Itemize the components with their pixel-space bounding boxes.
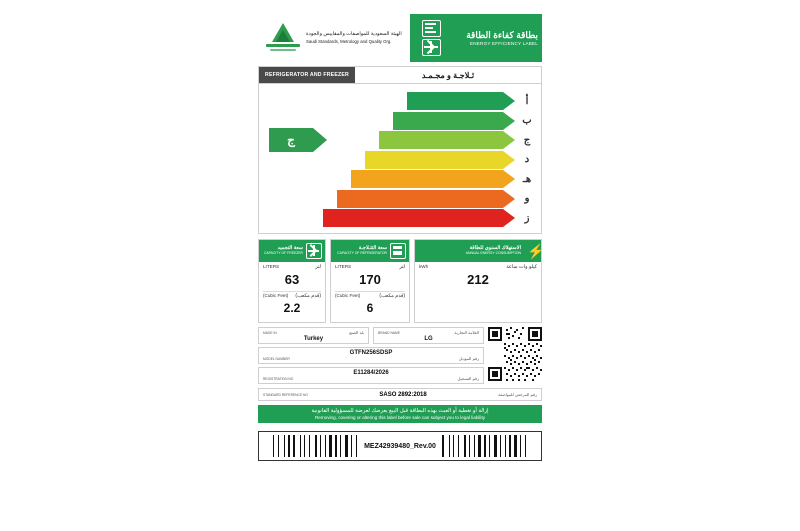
rating-pointer [269, 128, 327, 152]
saso-org-name-ar: الهيئة السعودية للمواصفات والمقاييس والجودة [306, 31, 402, 38]
scale-letter: د [524, 154, 530, 165]
scale-row [259, 151, 541, 169]
scale-bar [351, 170, 515, 188]
brand-field [373, 327, 484, 344]
stat-title-en: ANNUAL ENERGY CONSUMPTION [465, 250, 521, 255]
scale-row [259, 92, 541, 110]
stat-unit2-en: (Cubic Feet) [263, 293, 289, 298]
standard-caption-en: STANDARD REFERENCE NO [263, 392, 309, 397]
stat-unit2-en: (Cubic Feet) [335, 293, 361, 298]
stat-title-ar: سعة التجميد [277, 245, 303, 252]
header-icon-group [422, 20, 441, 56]
legal-warning [258, 405, 542, 423]
product-type-ar: ثـلاجـة و مجـمـد [421, 70, 475, 80]
fridge-icon [390, 243, 406, 259]
snowflake-icon [422, 39, 441, 56]
origin-value: Turkey [303, 336, 324, 342]
saso-logo-icon [264, 21, 302, 55]
saso-org-block [258, 14, 410, 62]
scale-bar [407, 92, 515, 110]
info-fields [258, 327, 484, 384]
label-title-en: ENERGY EFFICIENCY LABEL [470, 41, 538, 46]
standard-reference-field [258, 388, 542, 401]
rating-letter: ج [269, 128, 313, 152]
saso-org-name-en: Saudi Standards, Metrology and Quality Org. [306, 38, 392, 44]
efficiency-scale [258, 84, 542, 234]
stat-header [415, 240, 545, 262]
scale-letter: ز [524, 212, 530, 224]
label-title-banner [410, 14, 542, 62]
stat-unit-en: kWh [419, 264, 429, 269]
scale-bar [393, 112, 515, 130]
model-field [258, 347, 484, 364]
stat-body [415, 262, 541, 294]
stat-unit-ar: كيلو وات ساعة [506, 264, 537, 270]
stat-body [259, 262, 325, 322]
registration-value: E11284/2026 [353, 370, 389, 376]
brand-caption-ar: العلامة التجارية [454, 330, 479, 335]
origin-field [258, 327, 369, 344]
scale-letter: ج [523, 134, 531, 146]
stat-header [331, 240, 409, 262]
scale-bar [337, 190, 515, 208]
product-type-bar [258, 66, 542, 84]
stat-value-liters: 170 [359, 272, 381, 287]
stats-row [258, 239, 545, 323]
scale-row [259, 170, 541, 188]
stat-title-ar: الاستهلاك السنوي للطاقة [469, 245, 521, 252]
fridge-icon [422, 20, 441, 37]
registration-caption-en: REGISTRATION NO [263, 377, 294, 381]
label-title-text [466, 30, 538, 46]
info-section [258, 327, 542, 384]
scale-letter: أ [525, 95, 529, 107]
legal-warning-en: Removing, covering or altering this label before sale can subject you to legal liability [314, 415, 486, 420]
stat-unit-ar: لتر [399, 264, 405, 270]
scale-row [259, 209, 541, 227]
model-caption-en: MODEL NUMBER [263, 357, 290, 361]
stat-title-en: CAPACITY OF FREEZER [263, 250, 303, 255]
stat-value-kwh: 212 [467, 272, 489, 287]
stat-capacity-freezer [258, 239, 326, 323]
barcode-block [258, 431, 542, 461]
stat-annual-energy [414, 239, 545, 323]
bolt-icon: ⚡ [527, 243, 545, 259]
origin-caption-ar: بلد الصنع [349, 330, 364, 335]
stat-body [331, 262, 409, 322]
model-caption-ar: رقم الموديل [458, 356, 479, 361]
scale-letter: و [524, 193, 530, 204]
qr-code [488, 327, 542, 381]
stat-value-cubicfeet: 6 [366, 301, 374, 315]
stat-unit-en: LITERS [263, 264, 280, 269]
stat-unit-en: LITERS [335, 264, 352, 269]
stat-unit2-ar: (قدم مكعب) [295, 293, 321, 299]
stat-header [259, 240, 325, 262]
scale-row [259, 112, 541, 130]
standard-caption-ar: رقم المرجعي للمواصفة [498, 392, 537, 397]
standard-value: SASO 2892:2018 [379, 391, 427, 398]
registration-caption-ar: رقم التسجيل [457, 376, 479, 381]
product-type-en: REFRIGERATOR AND FREEZER [259, 67, 355, 83]
saso-org-text [306, 31, 402, 44]
energy-efficiency-label [258, 14, 545, 517]
scale-bar [365, 151, 515, 169]
barcode-left [273, 435, 360, 457]
scale-bar [323, 209, 515, 227]
scale-bar [379, 131, 515, 149]
origin-caption-en: MADE IN [263, 331, 277, 335]
stat-unit-ar: لتر [315, 264, 321, 270]
model-value: GTFN256SDSP [349, 350, 393, 356]
brand-value: LG [424, 336, 433, 342]
scale-letter: هـ [522, 173, 532, 185]
legal-warning-ar: إزالة أو تغطية أو العبث بهذه البطاقة قبل البيع يعرضك لعرضة للمسؤولية القانونية [311, 408, 489, 414]
label-header [258, 14, 542, 62]
brand-caption-en: BRAND NAME [378, 331, 400, 335]
snowflake-icon [306, 243, 322, 259]
scale-row [259, 190, 541, 208]
stat-value-liters: 63 [284, 272, 300, 287]
label-title-ar: بطاقة كفاءة الطاقة [466, 30, 538, 40]
qr-code-image [488, 327, 542, 381]
stat-unit2-ar: (قدم مكعب) [379, 293, 405, 299]
barcode-right [440, 435, 527, 457]
barcode-text: MEZ42939480_Rev.00 [364, 442, 436, 450]
stat-title-ar: سعة التثـلاجـة [358, 245, 387, 252]
registration-field [258, 367, 484, 384]
stat-capacity-refrigerator [330, 239, 410, 323]
stat-value-cubicfeet: 2.2 [283, 301, 301, 315]
scale-letter: ب [522, 115, 532, 126]
stat-title-en: CAPACITY OF REFRIGERATOR [337, 250, 387, 255]
